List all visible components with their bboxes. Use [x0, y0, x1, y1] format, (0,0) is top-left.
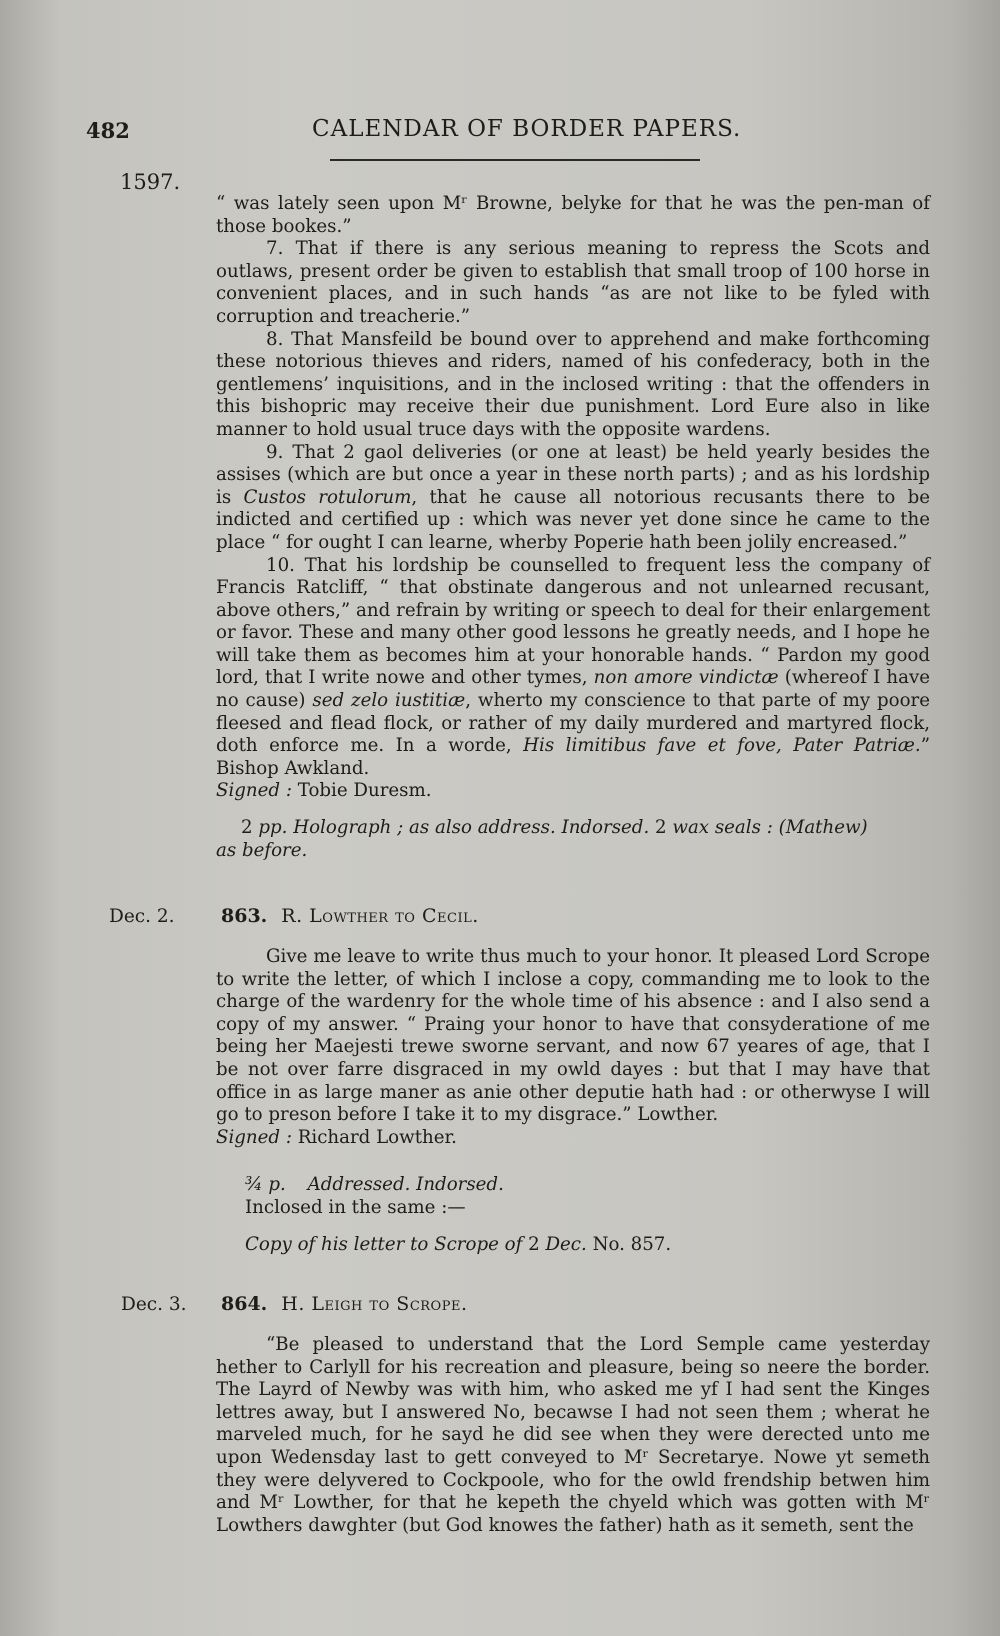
- header-rule: [330, 159, 700, 161]
- note-text: 2: [649, 817, 673, 838]
- note-text: 2: [522, 1234, 546, 1255]
- note-italic: (Mathew): [772, 817, 868, 838]
- paragraph-continued: “ was lately seen upon Mʳ Browne, belyke for that he was the pen-man of those bookes.”: [216, 193, 930, 237]
- paragraph-8: 8. That Mansfeild be bound over to apprehend and make forthcoming these notorious thieves and riders, named of his confederacy, both in the gentlemens’ inquisitions, and in the inclosed writing : that the offenders in this bishopric may receive their due punishment. Lord Eure also in like manner to hold usual truce days with the opposite wardens.: [216, 328, 930, 440]
- entry-864-heading: [221, 1293, 468, 1315]
- entry-number: 863.: [221, 905, 268, 927]
- latin-phrase: His limitibus fave et fove, Pater Patriæ.: [523, 735, 921, 757]
- note-italic: as before.: [216, 839, 308, 861]
- entry-number: 864.: [221, 1293, 268, 1315]
- paragraph-7: 7. That if there is any serious meaning to repress the Scots and outlaws, present order be given to establish that small troop of 100 horse in convenient places, and in such hands “as are not like to be fyled with corruption and treacherie.”: [216, 238, 930, 327]
- paragraph-10-text: (whereof I have no cause): [216, 667, 931, 712]
- note-italic: pp.: [258, 817, 288, 838]
- entry-864-body: [216, 1334, 930, 1537]
- signed-label: Signed :: [216, 780, 292, 802]
- inclosure-copy: [245, 1234, 671, 1257]
- inclosure-line: Inclosed in the same :—: [245, 1197, 466, 1218]
- entry-863-text: [216, 946, 930, 1149]
- entry-864-date: Dec. 3.: [121, 1294, 187, 1315]
- signed-label: Signed :: [216, 1126, 292, 1148]
- latin-phrase: non amore vindictæ: [593, 667, 779, 689]
- note-italic: Holograph ; as also address. Indorsed.: [287, 817, 650, 838]
- margin-year: 1597.: [120, 170, 181, 194]
- latin-phrase: sed zelo iustitiæ: [312, 690, 466, 712]
- entry-864-text: “Be pleased to understand that the Lord Semple came yesterday hether to Carlyll for his recreation and pleasure, being so neere the border. The Layrd of Newby was with him, who asked me yf I had sent the Kinges lettres away, but I answered No, becawse I had not seen them ; wherat he marveled much, for he sayd he did see when they were derected unto me upon Wedensday last to gett conveyed to Mʳ Secretarye. Nowe yt semeth they were delyvered to Cockpoole, who for the owld frendship betwen him and Mʳ Lowther, for that he kepeth the chyeld which was gotten with Mʳ Lowthers dawghter (but God knowes the father) hath as it semeth, sent the: [216, 1334, 930, 1536]
- signature: Richard Lowther.: [291, 1126, 457, 1148]
- running-title: CALENDAR OF BORDER PAPERS.: [312, 116, 742, 142]
- entry-title: H. Leigh to Scrope.: [281, 1293, 468, 1315]
- entry-863-body: [216, 946, 930, 1149]
- paragraph-9-italic: Custos rotulorum: [243, 486, 412, 508]
- paragraph-9-text-end: , that he cause all notorious recusants there to be indicted and certified up : which was never yet done since he came to the place “ for ought I can learne, wherby Poperie hath been jolily encreased.”: [216, 486, 930, 553]
- paragraph-9: [216, 442, 930, 555]
- paragraph-10-text: , wherto my conscience to that parte of my poore fleesed and flead flock, or rather of my daily murdered and martyred flock, doth enforce me. In a worde,: [216, 690, 930, 757]
- signature: Tobie Duresm.: [291, 780, 432, 802]
- note-italic: Addressed. Indorsed.: [307, 1174, 504, 1195]
- letter-text: Give me leave to write thus much to your honor. It pleased Lord Scrope to write the letter, of which I inclose a copy, commanding me to look to the charge of the wardenry for the whole time of his absence : and I also send a copy of my answer. “ Praing your honor to have that consyderatione of me being her Maejesti trewe sworne servant, and now 67 yeares of age, that I be not over farre disgraced in my owld dayes : but that I may have that office in as large maner as anie other deputie hath had : or otherwyse I will go to preson before I take it to my disgrace.” Lowther.: [216, 946, 930, 1126]
- paragraph-10-text: ” Bishop Awkland.: [216, 735, 930, 779]
- entry-863-date: Dec. 2.: [109, 906, 175, 927]
- entry-862-note: [216, 817, 931, 862]
- note-italic: wax seals :: [672, 817, 773, 838]
- note-text: 2: [241, 817, 259, 838]
- note-text: No. 857.: [586, 1234, 672, 1255]
- entry-title: R. Lowther to Cecil.: [281, 905, 479, 927]
- entry-862-continuation: [216, 193, 930, 803]
- entry-863-heading: [221, 905, 479, 927]
- paragraph-9-text: 9. That 2 gaol deliveries (or one at least) be held yearly besides the assises (which are but once a year in these north parts) ; and as his lordship is: [216, 441, 930, 508]
- note-italic: Dec.: [545, 1234, 587, 1255]
- note-italic: Copy of his letter to Scrope of: [245, 1234, 523, 1255]
- entry-863-note: [245, 1174, 504, 1197]
- paragraph-10-text: 10. That his lordship be counselled to frequent less the company of Francis Ratcliff, “ that obstinate dangerous and not unlearned recusant, above others,” and refrain by writing or speech to deal for their enlargement or favor. These and many other good lessons he greatly needs, and I hope he will take them as becomes him at your honorable hands. “ Pardon my good lord, that I write nowe and other tymes,: [216, 554, 930, 689]
- paragraph-10: [216, 555, 930, 804]
- note-italic: ¾ p.: [245, 1174, 286, 1195]
- page-number: 482: [86, 118, 130, 143]
